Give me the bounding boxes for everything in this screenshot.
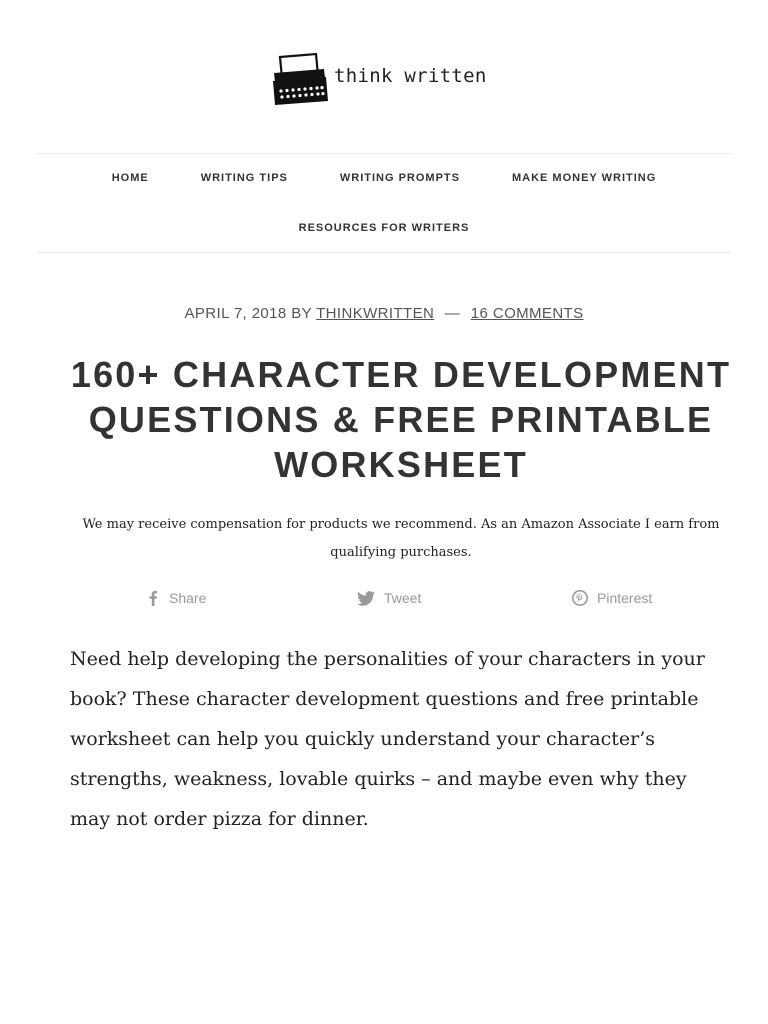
facebook-icon [146, 590, 160, 606]
nav-row [36, 221, 732, 235]
site-logo[interactable] [270, 50, 510, 108]
site-name: think written [334, 65, 487, 87]
pinterest-share-label: Pinterest [597, 590, 653, 606]
twitter-share-button[interactable] [357, 590, 421, 606]
nav-item-make-money-writing[interactable]: MAKE MONEY WRITING [511, 172, 657, 184]
nav-row [36, 171, 732, 185]
affiliate-disclosure: We may receive compensation for products we recommend. As an Amazon Associate I earn from qualifying purchases. [82, 517, 720, 560]
meta-separator: — [444, 305, 461, 322]
nav-item-home[interactable]: HOME [111, 172, 149, 184]
main-navigation [36, 153, 732, 253]
nav-item-writing-tips[interactable]: WRITING TIPS [200, 172, 288, 184]
facebook-share-button[interactable] [146, 590, 206, 606]
share-bar [0, 590, 768, 616]
post-title: 160+ CHARACTER DEVELOPMENT QUESTIONS & FREE PRINTABLE WORKSHEET [70, 354, 732, 485]
facebook-share-label: Share [169, 590, 207, 606]
typewriter-icon [270, 51, 330, 107]
nav-item-writing-prompts[interactable]: WRITING PROMPTS [339, 172, 460, 184]
post-meta [0, 304, 768, 324]
twitter-icon [357, 591, 375, 606]
post-date: APRIL 7, 2018 [184, 305, 287, 322]
twitter-share-label: Tweet [384, 590, 422, 606]
post-comments-link[interactable]: 16 COMMENTS [470, 305, 584, 322]
pinterest-icon [572, 590, 588, 606]
post-author-link[interactable]: THINKWRITTEN [316, 305, 435, 322]
post-intro: Need help developing the personalities of your characters in your book? These character development questions and free printable worksheet can help you quickly understand your character’s strengths, weakness, lovable quirks – and maybe even why they may not order pizza for dinner. [70, 648, 705, 830]
pinterest-share-button[interactable] [572, 590, 652, 606]
post-by: BY [291, 305, 312, 322]
nav-item-resources-for-writers[interactable]: RESOURCES FOR WRITERS [298, 222, 470, 234]
